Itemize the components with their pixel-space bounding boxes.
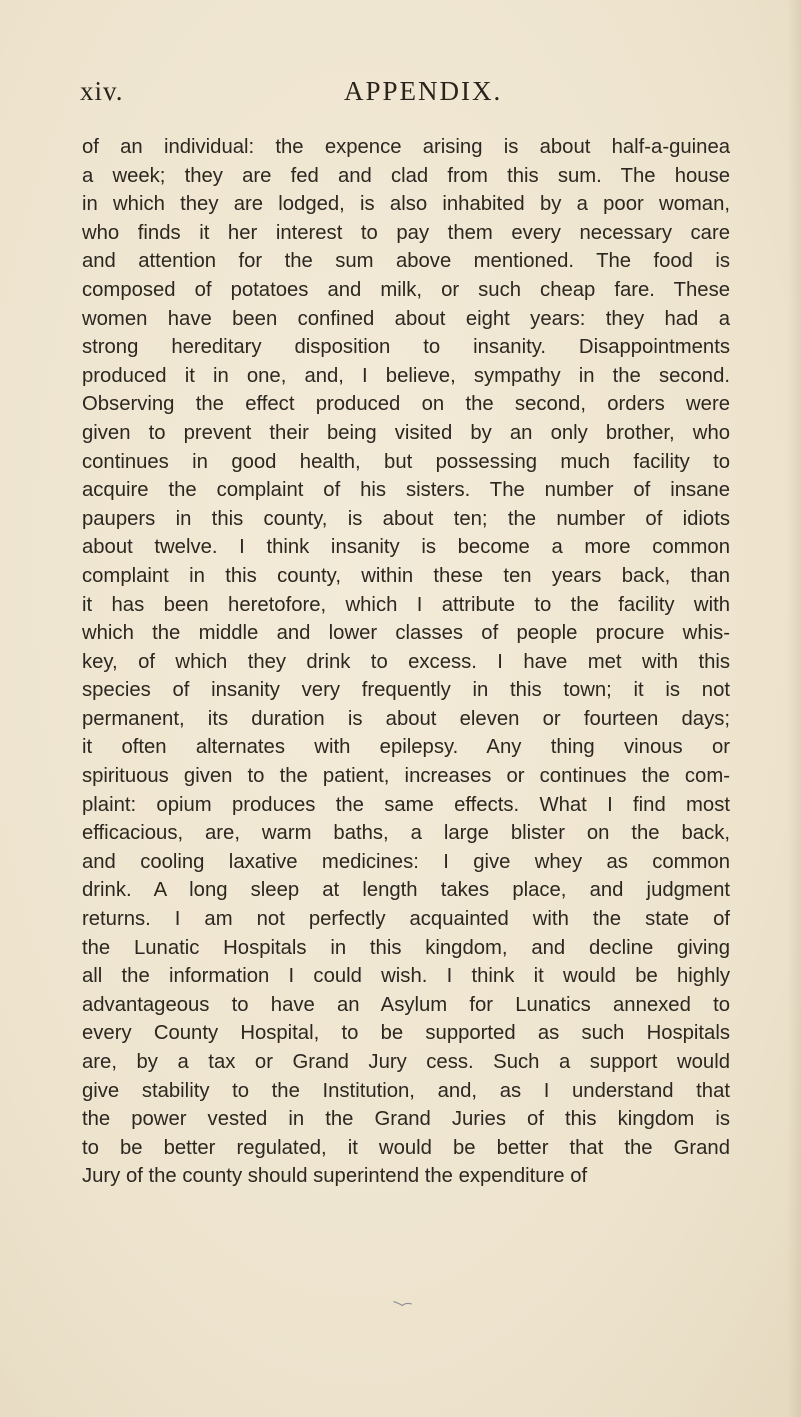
text-line: returns. I am not perfectly acquainted with the state of xyxy=(82,908,730,931)
text-line: complaint in this county, within these ten years back, than xyxy=(82,564,730,587)
text-line: and cooling laxative medicines: I give whey as common xyxy=(82,850,730,873)
ink-mark xyxy=(390,1300,416,1308)
text-line: and attention for the sum above mentioned. The food is xyxy=(82,250,730,273)
running-title: APPENDIX. xyxy=(344,76,503,106)
text-line: produced it in one, and, I believe, sympathy in the second. xyxy=(82,364,730,387)
page-number: xiv. xyxy=(80,76,124,106)
text-line: species of insanity very frequently in this town; it is not xyxy=(82,679,730,702)
text-line: of an individual: the expence arising is about half-a-guinea xyxy=(82,136,730,158)
text-line: it has been heretofore, which I attribute to the facility with xyxy=(82,593,730,616)
text-line: efficacious, are, warm baths, a large blister on the back, xyxy=(82,822,730,845)
text-line: which the middle and lower classes of people procure whis- xyxy=(82,622,730,645)
text-line: about twelve. I think insanity is become a more common xyxy=(82,536,730,559)
page-edge-shadow xyxy=(787,0,801,1417)
text-line: spirituous given to the patient, increases or continues the com- xyxy=(82,765,730,788)
text-line: continues in good health, but possessing much facility to xyxy=(82,450,730,473)
text-line: permanent, its duration is about eleven or fourteen days; xyxy=(82,707,730,730)
text-line: in which they are lodged, is also inhabited by a poor woman, xyxy=(82,193,730,216)
text-line: a week; they are fed and clad from this sum. The house xyxy=(82,164,730,187)
running-head xyxy=(0,76,801,116)
text-line: the Lunatic Hospitals in this kingdom, and decline giving xyxy=(82,936,730,959)
text-line: key, of which they drink to excess. I have met with this xyxy=(82,650,730,673)
text-line: Jury of the county should superintend the expenditure of xyxy=(82,1165,588,1188)
text-line: Observing the effect produced on the second, orders were xyxy=(82,393,730,416)
text-line: plaint: opium produces the same effects. What I find most xyxy=(82,793,730,816)
text-line: paupers in this county, is about ten; the number of idiots xyxy=(82,507,730,530)
text-line: all the information I could wish. I think it would be highly xyxy=(82,965,730,988)
text-line: advantageous to have an Asylum for Lunatics annexed to xyxy=(82,993,730,1016)
text-line: to be better regulated, it would be better that the Grand xyxy=(82,1136,730,1159)
text-line: composed of potatoes and milk, or such cheap fare. These xyxy=(82,278,730,301)
text-line: every County Hospital, to be supported as such Hospitals xyxy=(82,1022,730,1045)
text-line: give stability to the Institution, and, as I understand that xyxy=(82,1079,730,1102)
text-line: acquire the complaint of his sisters. The number of insane xyxy=(82,479,730,502)
text-line: are, by a tax or Grand Jury cess. Such a support would xyxy=(82,1051,730,1073)
text-line: women have been confined about eight years: they had a xyxy=(82,307,730,330)
body-text xyxy=(82,133,730,1191)
text-line: who finds it her interest to pay them every necessary care xyxy=(82,221,730,244)
text-line: it often alternates with epilepsy. Any thing vinous or xyxy=(82,736,730,759)
text-line: the power vested in the Grand Juries of this kingdom is xyxy=(82,1108,730,1131)
text-line: drink. A long sleep at length takes place, and judgment xyxy=(82,879,730,902)
text-line: strong hereditary disposition to insanity. Disappointments xyxy=(82,336,730,359)
text-line: given to prevent their being visited by an only brother, who xyxy=(82,421,730,444)
